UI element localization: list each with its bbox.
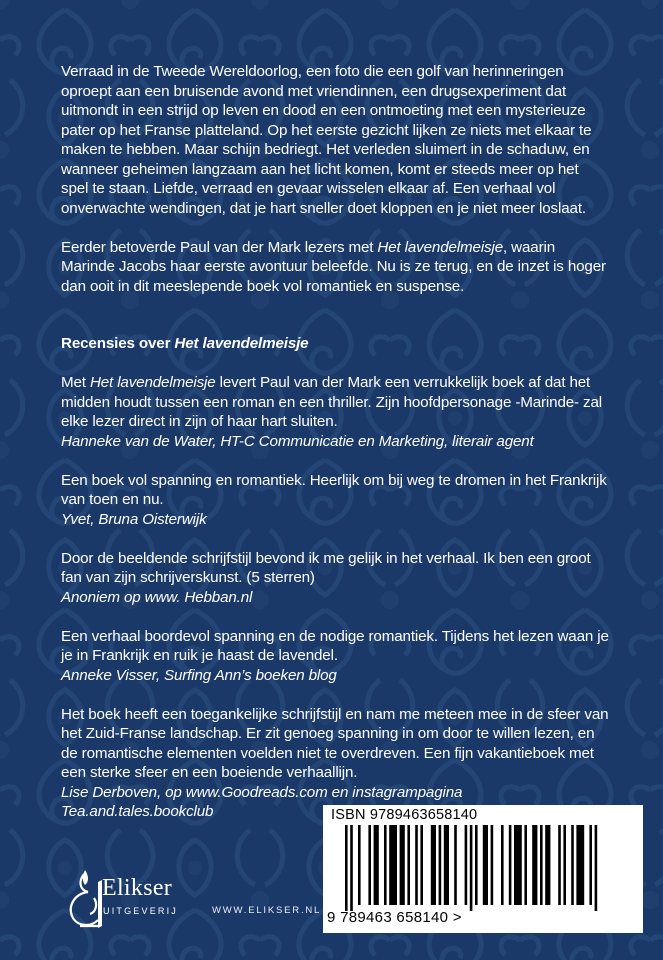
barcode-bar: [589, 825, 592, 905]
review-2: Een boek vol spanning en romantiek. Heerlijk om bij weg te dromen in het Frankrijk van toen en nu. Yvet, Bruna Oisterwijk: [61, 471, 609, 530]
barcode-bar: [558, 825, 561, 905]
barcode-bar: [483, 825, 488, 905]
review-attribution: Anoniem op www. Hebban.nl: [61, 588, 253, 606]
isbn-number: ISBN 9789463658140: [331, 807, 478, 823]
barcode-bar: [368, 825, 371, 905]
barcode-bar: [545, 825, 550, 905]
barcode-bar: [431, 825, 436, 905]
review-attribution: Yvet, Bruna Oisterwijk: [61, 510, 207, 528]
barcode-bar: [576, 825, 584, 905]
barcode-bar: [345, 825, 348, 911]
barcode-bar: [571, 825, 574, 905]
barcode-bar: [595, 825, 598, 911]
reviews-heading: Recensies over Het lavendelmeisje: [61, 335, 309, 352]
back-cover-text: [61, 62, 609, 841]
review-3: Door de beeldende schrijfstijl bevond ik me gelijk in het verhaal. Ik ben een groot fan van zijn schrijverskunst. (5 sterren) Anoniem op www. Hebban.nl: [61, 549, 609, 608]
barcode-bar: [358, 825, 361, 905]
blurb-paragraph-1: Verraad in de Tweede Wereldoorlog, een foto die een golf van herinneringen oproept aan een bruisende avond met vriendinnen, een drugsexperiment dat uitmondt in een strijd op leven en dood en een ontmoeting met een mysterieuze pater op het Franse platteland. Op het eerste gezicht lijken ze niets met elkaar te maken te hebben. Maar schijn bedriegt. Het verleden sluimert in de schaduw, en wanneer geheimen langzaam aan het licht komen, komt er steeds meer op het spel te staan. Liefde, verraad en gevaar wisselen elkaar af. Een verhaal vol onverwachte wendingen, dat je hart sneller doet kloppen en je niet meer loslaat.: [61, 63, 592, 217]
barcode-digits: 9 789463 658140 >: [327, 909, 462, 926]
isbn-barcode-label: [323, 805, 643, 933]
review-attribution: Anneke Visser, Surfing Ann’s boeken blog: [61, 666, 337, 684]
barcode-bar: [501, 825, 504, 905]
review-attribution: Hanneke van de Water, HT-C Communicatie en Marketing, literair agent: [61, 432, 534, 450]
review-4: Een verhaal boordevol spanning en de nodige romantiek. Tijdens het lezen waan je je in Frankrijk en ruik je haast de lavendel. Anneke Visser, Surfing Ann’s boeken blog: [61, 627, 609, 684]
review-1: Met Het lavendelmeisje levert Paul van der Mark een verrukkelijk boek af dat het midden houdt tussen een roman en een thriller. Zijn hoofdpersonage -Marinde- zal elke lezer direct in zijn of haar hart sluiten. Hanneke van de Water, HT-C Communicatie en Marketing, literair agent: [61, 373, 609, 451]
barcode-bar: [389, 825, 397, 905]
barcode-bar: [475, 825, 478, 905]
barcode-bar: [540, 825, 543, 905]
barcode-bar: [454, 825, 457, 905]
publisher-subtitle: UITGEVERIJ: [103, 906, 179, 916]
barcode: [331, 825, 631, 915]
barcode-bar: [563, 825, 566, 905]
blurb-paragraph-2: Eerder betoverde Paul van der Mark lezers met Het lavendelmeisje, waarin Marinde Jacobs haar eerste avontuur beleefde. Nu is ze terug, en de inzet is hoger dan ooit in dit meeslepende boek vol romantiek en suspense.: [61, 238, 606, 295]
barcode-bar: [491, 825, 494, 905]
book-title: Het lavendelmeisje: [377, 238, 504, 256]
barcode-bar: [532, 825, 537, 905]
barcode-bar: [444, 825, 449, 905]
barcode-bar: [509, 825, 512, 905]
publisher-name: Elikser: [102, 875, 173, 901]
barcode-bar: [470, 825, 473, 911]
barcode-bar: [465, 825, 468, 905]
publisher-website: WWW.ELIKSER.NL: [212, 905, 322, 916]
barcode-bar: [514, 825, 522, 905]
barcode-bar: [350, 825, 353, 911]
barcode-bar: [407, 825, 410, 905]
barcode-bar: [384, 825, 387, 905]
review-5: Het boek heeft een toegankelijke schrijfstijl en nam me meteen mee in de sfeer van het Zuid-Franse landschap. Er zit genoeg spanning in om door te willen lezen, en de romantische elementen voelden niet te overdreven. Een fijn vakantieboek met een sterke sfeer en een boeiende verhaallijn. Lise Derboven, op www.Goodreads.com en instagrampagina Tea.and.tales.bookclub: [61, 705, 609, 820]
barcode-bar: [420, 825, 423, 905]
barcode-bar: [374, 825, 379, 905]
review-attribution: Lise Derboven, op www.Goodreads.com en instagrampagina Tea.and.tales.bookclub: [61, 783, 463, 820]
barcode-bar: [439, 825, 442, 905]
barcode-bar: [415, 825, 418, 905]
barcode-bar: [400, 825, 405, 905]
barcode-bar: [524, 825, 527, 905]
